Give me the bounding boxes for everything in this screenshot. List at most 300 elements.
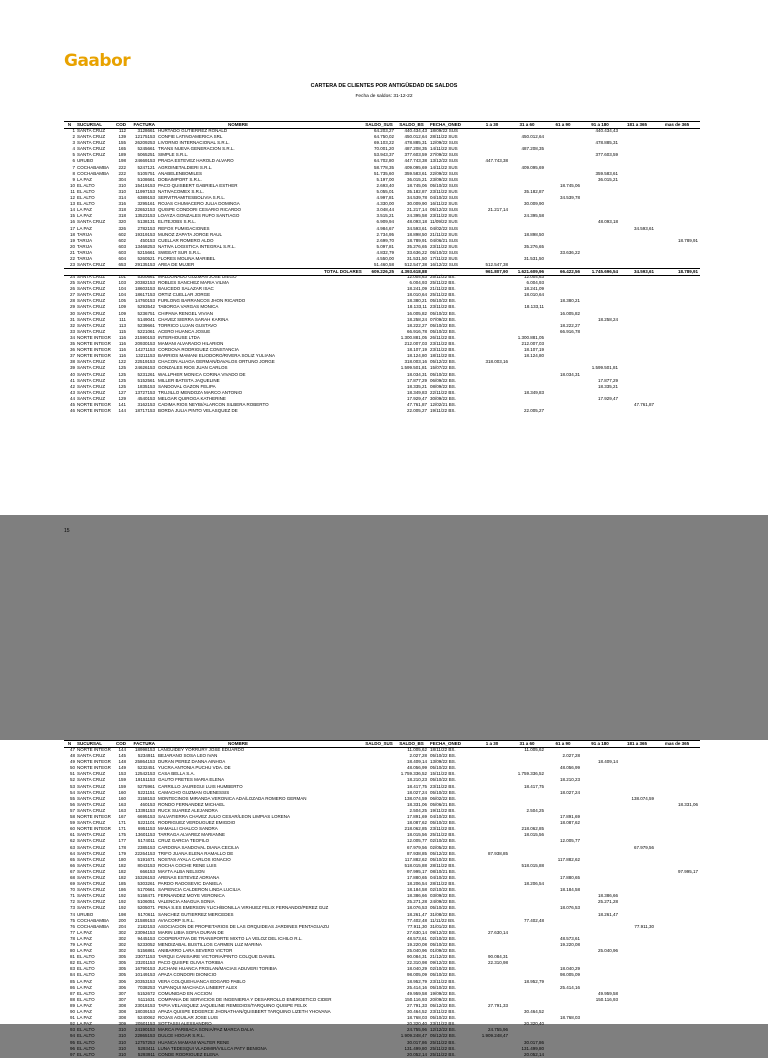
row-saldo-bs: 131.499,80: [404, 1045, 427, 1051]
row-nombre: ORTIZ CUELLAR JORGE: [158, 292, 211, 298]
row-saldo-bs: 77.402,48: [406, 917, 427, 923]
row-sucursal: NORTE INTEGR: [77, 353, 111, 359]
row-factura: 22652153: [134, 207, 155, 213]
row-factura: 5205071: [137, 905, 155, 911]
row-91-180: 1.599.501,81: [591, 365, 618, 371]
row-cod: 127: [118, 389, 126, 395]
row-saldo-bs: 18.409,14: [406, 759, 427, 765]
row-number: 28: [69, 298, 75, 304]
row-91-180: 18.409,14: [597, 759, 618, 765]
row-nombre: ARENAS ESTEVEZ ADRIANA: [158, 874, 220, 880]
row-saldo-bs: 36.015,21: [406, 176, 427, 182]
row-nombre: MAMALLI CHALCO SANDRA: [158, 826, 218, 832]
row-61-90: 48.056,99: [559, 765, 580, 771]
row-saldo-bs: 18.107,19: [406, 347, 427, 353]
row-cod: 326: [118, 225, 126, 231]
row-saldo-bs: 22.310,98: [406, 960, 427, 966]
row-sucursal: NORTE INTEGR: [77, 759, 111, 765]
row-fecha: 05/10/22 BS.: [430, 789, 457, 795]
row-fecha: 23/11/22 SUS: [430, 243, 458, 249]
row-sucursal: SANTA CRUZ: [77, 298, 106, 304]
row-nombre: LUNA TEDESQUI VLADIMIR/VILLCA PATY BENIGNA: [158, 1045, 267, 1051]
row-sucursal: EL ALTO: [77, 201, 95, 207]
row-factura: 20353153: [134, 978, 155, 984]
row-cod: 602: [118, 237, 126, 243]
row-saldo-bs: 18.417,75: [406, 783, 427, 789]
row-nombre: NATIVA LOGISTICA INTEGRAL S.R.L.: [158, 243, 236, 249]
row-number: 41: [69, 377, 75, 383]
row-fecha: 03/09/22 BS.: [430, 893, 457, 899]
row-saldo-bs: 150.116,93: [404, 996, 427, 1002]
row-cod: 198: [118, 158, 126, 164]
row-cod: 308: [118, 1015, 126, 1021]
row-cod: 310: [118, 1045, 126, 1051]
row-nombre: APAZA QUISPE EDGERCE JHONATHAN/QUISBERT TARQUINO LIZETH YHOVANA: [158, 1009, 331, 1015]
row-sucursal: TARIJA: [77, 231, 93, 237]
row-factura: 13523153: [134, 213, 155, 219]
row-cod: 314: [118, 195, 126, 201]
row-factura: 13391153: [135, 807, 155, 813]
row-sucursal: SANTA CRUZ: [77, 777, 106, 783]
row-mas-365: 97.995,17: [677, 868, 698, 874]
row-sucursal: TARIJA: [77, 243, 93, 249]
row-saldo-bs: 18.040,29: [406, 966, 427, 972]
row-sucursal: EL ALTO: [77, 1045, 95, 1051]
row-number: 96: [69, 1045, 75, 1051]
row-number: 33: [69, 328, 75, 334]
row-sucursal: SANTA CRUZ: [77, 795, 106, 801]
row-number: 38: [69, 359, 75, 365]
row-cod: 125: [118, 371, 126, 377]
row-nombre: DOBAIMPORT S.R.L.: [158, 176, 202, 182]
row-fecha: 18/09/22 SUS: [430, 128, 459, 133]
row-saldo-sus: 51.735,60: [373, 170, 394, 176]
row-sucursal: SANTA CRUZ: [77, 844, 106, 850]
row-sucursal: SANTA CRUZ: [77, 838, 106, 844]
col-cod: COD: [116, 122, 126, 127]
row-cod: 186: [118, 887, 126, 893]
row-sucursal: EL ALTO: [77, 182, 95, 188]
row-fecha: 23/11/22 BS.: [430, 826, 456, 832]
row-factura: 23018153: [134, 1002, 155, 1008]
row-sucursal: EL ALTO: [77, 972, 95, 978]
row-sucursal: SANTA CRUZ: [77, 292, 106, 298]
row-nombre: ANIBARRO LARA SEVERO VICTOR: [158, 948, 233, 954]
row-nombre: BARRIOS MAMANI ELIODORO/RIVERA SOLIZ YULIANA: [158, 353, 275, 359]
row-saldo-bs: 18.222,27: [406, 322, 427, 328]
row-saldo-sus: 53.943,37: [373, 152, 394, 158]
col-91-180: 91 a 180: [591, 122, 609, 127]
row-fecha: 17/11/22 SUS: [430, 255, 458, 261]
row-nombre: ROJAS AGUILAR JOSE LUIS: [158, 1015, 219, 1021]
row-saldo-bs: 18.210,23: [406, 777, 427, 783]
row-saldo-sus: 2.734,95: [376, 231, 394, 237]
row-number: 37: [69, 353, 75, 359]
row-number: 71: [69, 893, 75, 899]
row-sucursal: SANTA CRUZ: [77, 328, 106, 334]
table-row: [64, 408, 700, 414]
row-fecha: 14/11/22 SUS: [430, 146, 458, 152]
row-number: 70: [69, 887, 75, 893]
row-saldo-bs: 18.745,06: [406, 182, 427, 188]
row-cod: 307: [118, 996, 126, 1002]
col-31-60: 31 a 60: [519, 741, 535, 746]
row-factura: 5303261: [137, 881, 155, 887]
row-number: 74: [69, 911, 75, 917]
col-n: N: [67, 741, 72, 746]
row-saldo-sus: 4.330,00: [376, 201, 394, 207]
row-nombre: ROBLES SANCHEZ MARIA VILMA: [158, 280, 230, 286]
row-61-90: 117.882,62: [557, 856, 580, 862]
row-sucursal: SANTA CRUZ: [77, 316, 106, 322]
row-sucursal: SANTA CRUZ: [77, 862, 106, 868]
row-number: 18: [69, 231, 75, 237]
row-fecha: 14/11/22 SUS: [430, 164, 458, 170]
row-61-90: 18.087,62: [559, 820, 580, 826]
row-fecha: 30/09/22 BS.: [430, 395, 457, 401]
row-cod: 192: [118, 905, 126, 911]
row-31-60: 487.208,35: [521, 146, 544, 152]
row-sucursal: SANTA CRUZ: [77, 807, 106, 813]
row-cod: 125: [118, 365, 126, 371]
row-sucursal: SANTA CRUZ: [77, 274, 106, 279]
row-31-60: 6.004,93: [526, 280, 544, 286]
row-saldo-bs: 49.959,58: [406, 990, 427, 996]
row-number: 2: [72, 134, 75, 140]
row-saldo-sus: 64.702,80: [373, 158, 394, 164]
row-31-60: 30.017,86: [523, 1039, 544, 1045]
row-31-60: 18.015,56: [523, 832, 544, 838]
row-saldo-bs: 409.095,69: [404, 164, 427, 170]
total-61-90: 66.422,56: [559, 269, 580, 274]
row-factura: 3295161: [137, 201, 155, 207]
row-saldo-bs: 17.877,29: [406, 377, 427, 383]
row-factura: 3128661: [137, 128, 155, 133]
row-fecha: 09/12/22 BS.: [430, 960, 457, 966]
row-31-60: 18.241,09: [523, 286, 544, 292]
row-factura: 5138131: [137, 219, 155, 225]
row-factura: 5170661: [137, 887, 155, 893]
row-nombre: BORDA JULIA PINTO VELASQUEZ DE: [158, 408, 238, 414]
row-factura: 6695153: [137, 814, 155, 820]
row-saldo-bs: 17.880,65: [406, 874, 427, 880]
row-fecha: 19/11/22 BS.: [430, 807, 456, 813]
row-31-60: 18.124,80: [523, 353, 544, 359]
row-factura: 6389153: [137, 195, 155, 201]
row-cod: 603: [118, 249, 126, 255]
row-number: 65: [69, 856, 75, 862]
row-nombre: CONDE RODRIGUEZ ELENA: [158, 1051, 219, 1057]
row-91-180: 377.603,59: [595, 152, 618, 158]
row-nombre: INTERHOUSE LTDA: [158, 334, 200, 340]
row-factura: 12542153: [134, 771, 155, 777]
row-saldo-bs: 218.062,85: [404, 826, 427, 832]
row-fecha: 05/10/22 BS.: [430, 310, 457, 316]
row-number: 61: [69, 832, 75, 838]
page-number: 15: [64, 528, 70, 534]
row-sucursal: EL ALTO: [77, 1051, 95, 1057]
row-nombre: COMPANIA DE SERVICIOS DE INGENIERIA Y DESARROLLO ENERGETICO CIDER: [158, 996, 332, 1002]
row-saldo-bs: 447.743,38: [404, 158, 427, 164]
row-factura: 5236751: [137, 310, 155, 316]
row-sucursal: LA PAZ: [77, 1021, 92, 1027]
row-31-60: 24.395,58: [523, 213, 544, 219]
row-nombre: SIMPLE S.R.L.: [158, 152, 189, 158]
row-saldo-bs: 18.184,58: [406, 887, 427, 893]
row-31-60: 30.464,52: [523, 1009, 544, 1015]
row-sucursal: SANTA CRUZ: [77, 371, 106, 377]
row-fecha: 16/11/22 SUS: [430, 201, 458, 207]
row-sucursal: EL ALTO: [77, 1033, 95, 1039]
row-cod: 149: [118, 765, 126, 771]
row-fecha: 23/11/22 BS.: [430, 347, 456, 353]
row-nombre: AVIACORP S.R.L.: [158, 917, 195, 923]
row-number: 12: [69, 195, 75, 201]
row-factura: 22264153: [134, 850, 155, 856]
row-nombre: MALDONADO GUZMAN JOSE DIEGO: [158, 274, 237, 279]
row-factura: 5232451: [137, 765, 155, 771]
row-fecha: 13/12/22 SUS: [430, 158, 459, 164]
row-nombre: MAYTA ALBA NELSON: [158, 868, 205, 874]
row-saldo-bs: 18.027,24: [406, 789, 427, 795]
row-nombre: SANDOVAL GAZON FELIPA: [158, 383, 216, 389]
row-factura: 450153: [139, 237, 155, 243]
row-fecha: 02/10/22 BS.: [430, 935, 457, 941]
row-number: 31: [69, 316, 75, 322]
row-61-90: 66.916,78: [559, 328, 580, 334]
row-nombre: BAUCEDO SALAZAR ISAC: [158, 286, 214, 292]
row-saldo-bs: 17.929,47: [406, 395, 427, 401]
row-factura: 13727153: [134, 389, 155, 395]
row-saldo-bs: 22.005,27: [406, 408, 427, 414]
row-sucursal: URUBO: [77, 911, 94, 917]
row-fecha: 21/11/22 BS.: [430, 286, 456, 292]
row-nombre: BEJARANO SOSA LEO IVAN: [158, 753, 218, 759]
row-factura: 10149153: [134, 972, 155, 978]
row-61-90: 17.891,69: [559, 814, 580, 820]
row-sucursal: NORTE INTEGR: [77, 765, 111, 771]
row-nombre: SAPIENCIA CALDERON LINDA LUCILIA: [158, 887, 241, 893]
row-saldo-sus: 4.997,81: [376, 195, 394, 201]
row-31-60: 2.504,25: [526, 807, 544, 813]
row-saldo-bs: 18.258,24: [406, 316, 427, 322]
row-factura: 5174011: [137, 838, 155, 844]
row-saldo-bs: 24.755,96: [406, 1027, 427, 1033]
row-saldo-bs: 18.087,62: [406, 820, 427, 826]
row-31-60: 18.107,19: [523, 347, 544, 353]
row-factura: 22519153: [134, 359, 155, 365]
row-nombre: COOPERATIVA DE TRANSPORTE MIXTO LA VELOZ DEL ICHILO R.L.: [158, 935, 303, 941]
row-nombre: VERA COLQUEHUANCA EDGARD PABLO: [158, 978, 246, 984]
row-factura: 3162153: [137, 401, 155, 407]
row-factura: 2782153: [137, 225, 155, 231]
row-1-30: 24.755,96: [487, 1027, 508, 1033]
row-saldo-bs: 318.003,16: [404, 359, 427, 365]
row-factura: 23071153: [135, 954, 155, 960]
row-number: 23: [69, 262, 75, 268]
row-sucursal: NORTE INTEGR: [77, 341, 111, 347]
row-factura: 9445153: [137, 935, 155, 941]
row-factura: 13211153: [135, 353, 155, 359]
row-cod: 305: [118, 972, 126, 978]
row-sucursal: SANTA CRUZ: [77, 286, 106, 292]
row-saldo-bs: 35.276,65: [406, 243, 427, 249]
row-factura: 5105751: [137, 170, 155, 176]
col-fecha: FECHA_ONED: [430, 741, 462, 746]
col-mas-365: mas de 365: [664, 741, 690, 746]
row-fecha: 15/07/22 BS.: [430, 365, 457, 371]
row-sucursal: NORTE INTEGR: [77, 334, 111, 340]
col-factura: FACTURA: [133, 741, 155, 746]
row-fecha: 04/10/22 BS.: [430, 874, 457, 880]
row-factura: 21590153: [134, 334, 155, 340]
row-saldo-bs: 1.759.336,52: [400, 771, 427, 777]
row-nombre: PACO QUISBERT GABRIELA ESTHER: [158, 182, 238, 188]
row-cod: 105: [118, 298, 126, 304]
row-fecha: 26/11/22 BS.: [430, 334, 456, 340]
row-cod: 104: [118, 292, 126, 298]
row-fecha: 04/10/22 BS.: [430, 814, 457, 820]
row-1-30: 318.003,16: [485, 359, 508, 365]
col-saldo-sus: SALDO_SUS: [365, 741, 393, 746]
row-fecha: 05/10/22 BS.: [430, 371, 457, 377]
row-fecha: 13/09/22 BS.: [430, 759, 457, 765]
row-number: 13: [69, 201, 75, 207]
row-61-90: 18.040,29: [559, 966, 580, 972]
row-factura: 8043153: [137, 862, 155, 868]
row-91-180: 18.258,24: [597, 316, 618, 322]
row-cod: 318: [118, 207, 126, 213]
row-nombre: NOSTAS AYALA CARLOS IGNACIO: [158, 856, 231, 862]
row-nombre: MAMANI ALVARADO HILARION: [158, 341, 224, 347]
row-factura: 5065251: [137, 152, 155, 158]
row-number: 80: [69, 948, 75, 954]
row-nombre: LIVORNO INTERNACIONAL S.R.L.: [158, 140, 230, 146]
row-cod: 129: [118, 395, 126, 401]
row-nombre: CORDOVA RODRIGUEZ CONSTANCIA: [158, 347, 239, 353]
row-number: 92: [69, 1021, 75, 1027]
row-sucursal: SANTA CRUZ: [77, 322, 106, 328]
row-31-60: 20.052,14: [523, 1051, 544, 1057]
row-number: 97: [69, 1051, 75, 1057]
row-61-90: 18.034,31: [559, 371, 580, 377]
col-nombre: NOMBRE: [228, 741, 248, 746]
row-sucursal: SANTA CRUZ: [77, 310, 106, 316]
row-sucursal: EL ALTO: [77, 188, 95, 194]
row-nombre: RONDO FERNANDEZ MICHAEL: [158, 801, 225, 807]
row-number: 54: [69, 789, 75, 795]
row-nombre: CADIMA RIOS NEYBI/ALARCON SILBERA ROBERTO: [158, 401, 269, 407]
row-fecha: 25/11/22 BS.: [430, 274, 456, 279]
total-saldo-sus: 609.226,25: [371, 269, 394, 274]
row-saldo-sus: 6.909,94: [376, 219, 394, 225]
row-fecha: 05/10/22 BS.: [430, 856, 457, 862]
col-nombre: NOMBRE: [228, 122, 248, 127]
row-nombre: CAMACHO GUZMAN GUENESSIS: [158, 789, 230, 795]
row-saldo-sus: 5.055,01: [376, 188, 394, 194]
row-nombre: ELITEJOBS S.R.L.: [158, 219, 197, 225]
row-fecha: 12/09/22 SUS: [430, 140, 459, 146]
col-saldo-bs: SALDO_BS: [399, 741, 424, 746]
row-nombre: ROCHA COCHE RENE LUIS: [158, 862, 217, 868]
row-factura: 5293911: [137, 1051, 155, 1057]
row-nombre: MARCA PARIBACA SONIA/PAZ MARCA DALIA: [158, 1027, 254, 1033]
row-number: 75: [69, 917, 75, 923]
row-nombre: PENA S.ES EMERSON YLICH/BONILLA VIRHUEZ FELIX FERNANDO/PEREZ GUZ: [158, 905, 329, 911]
row-cod: 306: [118, 978, 126, 984]
row-nombre: TARQUI CANISAIRE VICTORIA/PINTO COLQUE DANIEL: [158, 954, 276, 960]
row-saldo-bs: 17.891,69: [406, 814, 427, 820]
row-saldo-bs: 30.017,86: [406, 1039, 427, 1045]
row-91-180: 18.386,66: [597, 893, 618, 899]
row-cod: 302: [118, 948, 126, 954]
row-91-180: 440.434,43: [595, 128, 618, 133]
row-sucursal: LA PAZ: [77, 1015, 92, 1021]
row-31-60: 18.952,79: [523, 978, 544, 984]
row-factura: 12757253: [134, 1039, 155, 1045]
row-fecha: 05/12/22 BS.: [430, 1033, 457, 1039]
row-saldo-bs: 16.005,82: [406, 310, 427, 316]
row-number: 46: [69, 408, 75, 414]
row-cod: 189: [118, 152, 126, 158]
row-cod: 139: [118, 134, 126, 140]
row-factura: 20501153: [135, 1021, 155, 1027]
row-saldo-bs: 20.052,14: [406, 1051, 427, 1057]
row-saldo-bs: 512.547,38: [404, 262, 427, 268]
total-181-365: 34.593,61: [633, 269, 654, 274]
row-cod: 116: [118, 341, 126, 347]
row-factura: 5300661: [137, 274, 155, 279]
row-nombre: FLORES MOLINA MARIBEL: [158, 255, 216, 261]
row-saldo-bs: 12.004,63: [406, 274, 427, 279]
row-fecha: 05/10/22 BS.: [430, 942, 457, 947]
row-number: 48: [69, 753, 75, 759]
row-fecha: 21/11/22 SUS: [430, 231, 458, 237]
row-sucursal: SANTA CRUZ: [77, 365, 106, 371]
row-factura: 5234911: [137, 753, 155, 759]
row-number: 29: [69, 304, 75, 310]
row-cod: 104: [118, 286, 126, 292]
row-saldo-bs: 1.599.501,81: [400, 365, 427, 371]
row-61-90: 18.184,58: [559, 887, 580, 893]
row-sucursal: SANTA CRUZ: [77, 783, 106, 789]
row-cod: 141: [118, 401, 126, 407]
row-91-180: 49.959,58: [597, 990, 618, 996]
row-number: 58: [69, 814, 75, 820]
row-cod: 310: [118, 1039, 126, 1045]
row-31-60: 18.133,11: [524, 304, 544, 310]
row-fecha: 05/10/22 BS.: [430, 1015, 457, 1021]
row-nombre: ACERO HUANCA JOSUE: [158, 328, 211, 334]
row-sucursal: SANTA CRUZ: [77, 377, 106, 383]
row-nombre: NATIVACOMEX S.R.L.: [158, 188, 204, 194]
row-fecha: 04/10/22 SUS: [430, 195, 459, 201]
row-nombre: TABORGA VARGAS MONICA: [158, 304, 219, 310]
row-fecha: 25/11/22 BS.: [430, 280, 456, 286]
row-factura: 5245661: [137, 146, 155, 152]
row-fecha: 23/11/22 BS.: [430, 1021, 456, 1027]
row-nombre: SALVATIERRA CHAVEZ JULIO CESAR/LEON LIMPIAS LORENA: [158, 814, 290, 820]
row-saldo-bs: 18.034,31: [406, 371, 427, 377]
col-saldo-sus: SALDO_SUS: [365, 122, 393, 127]
row-181-365: 138.074,59: [631, 795, 654, 801]
row-sucursal: SANTA CRUZ: [77, 789, 106, 795]
row-sucursal: NORTE INTEGR: [77, 408, 111, 414]
row-sucursal: LA PAZ: [77, 984, 92, 990]
row-cod: 222: [118, 164, 126, 170]
row-nombre: CARDONA SANDOVAL DIANA CECILIA: [158, 844, 240, 850]
row-saldo-bs: 18.768,03: [406, 1015, 427, 1021]
